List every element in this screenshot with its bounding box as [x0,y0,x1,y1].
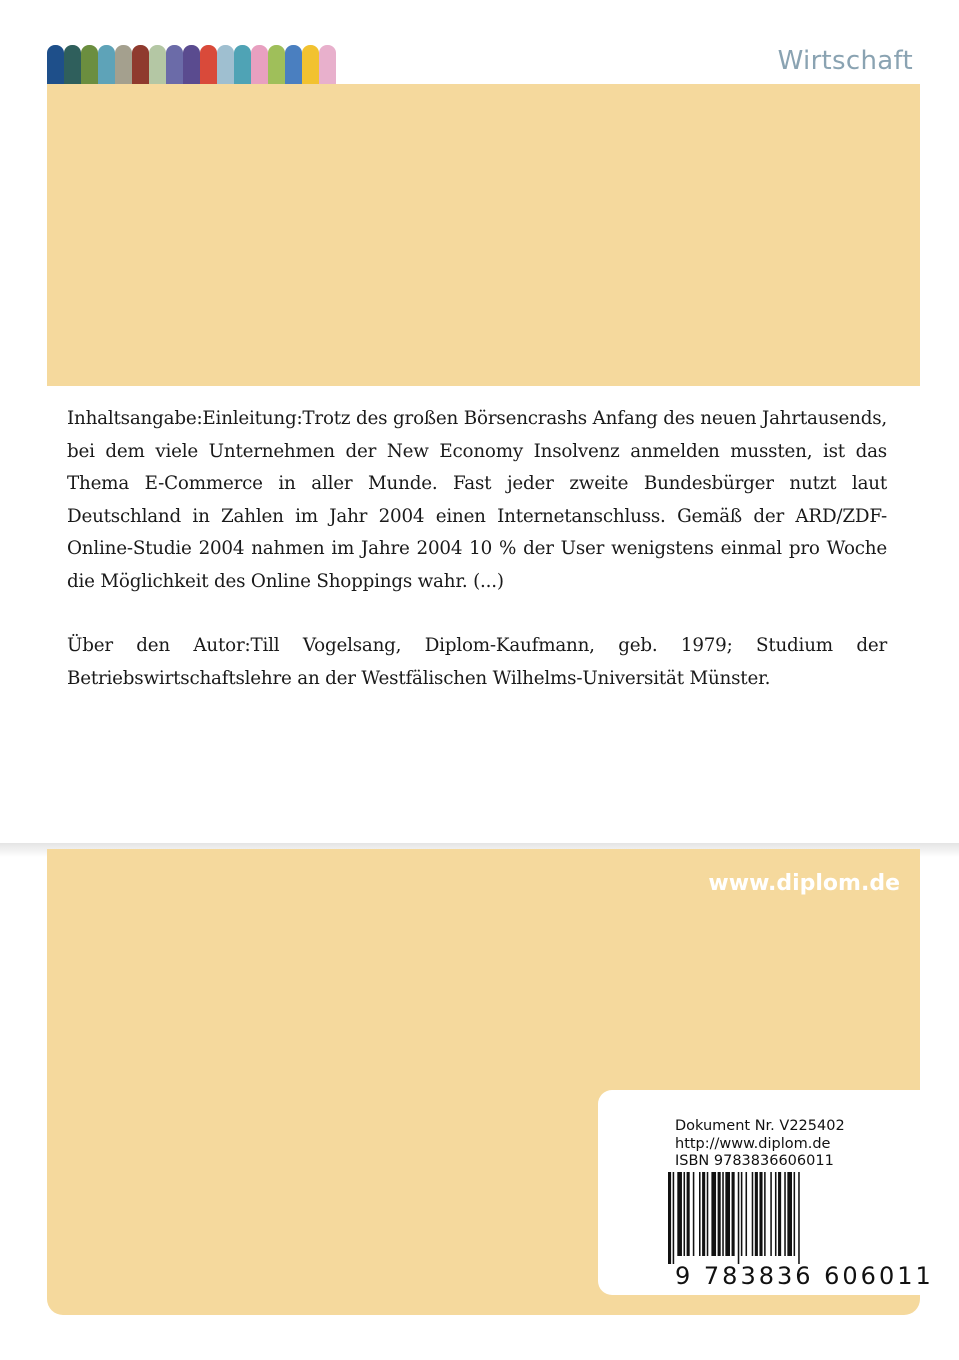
color-stripe [115,45,132,85]
barcode-digits: 9 783836 606011 [675,1262,934,1290]
color-stripe [319,45,336,85]
color-stripe [166,45,183,85]
color-stripe [302,45,319,85]
color-stripe [81,45,98,85]
color-stripe [47,45,64,85]
color-stripe [64,45,81,85]
color-stripe [285,45,302,85]
back-cover-text [67,403,887,695]
color-stripe [149,45,166,85]
barcode-icon [668,1172,900,1264]
document-isbn: ISBN 9783836606011 [675,1153,834,1169]
website-label: www.diplom.de [708,871,900,896]
document-number: Dokument Nr. V225402 [675,1118,845,1134]
barcode-box [598,1090,934,1295]
color-stripe [132,45,149,85]
author-paragraph: Über den Autor:Till Vogelsang, Diplom-Kaufmann, geb. 1979; Studium der Betriebswirtschaftslehre an der Westfälischen Wilhelms-Universität Münster. [67,635,887,689]
color-stripe [251,45,268,85]
color-stripe [217,45,234,85]
top-color-panel [47,84,920,386]
document-info [675,1118,845,1171]
color-stripe [234,45,251,85]
color-stripes [47,45,336,85]
document-url: http://www.diplom.de [675,1135,831,1152]
color-stripe [268,45,285,85]
color-stripe [183,45,200,85]
abstract-paragraph: Inhaltsangabe:Einleitung:Trotz des großen Börsencrashs Anfang des neuen Jahrtausends, bei dem viele Unternehmen der New Economy Insolvenz anmelden mussten, ist das Thema E-Commerce in aller Munde. Fast jeder zweite Bundesbürger nutzt laut Deutschland in Zahlen im Jahr 2004 einen Internetanschluss. Gemäß der ARD/ZDF-Online-Studie 2004 nahmen im Jahre 2004 10 % der User wenigstens einmal pro Woche die Möglichkeit des Online Shoppings wahr. (...) [67,408,887,592]
color-stripe [98,45,115,85]
color-stripe [200,45,217,85]
series-label: Wirtschaft [777,46,913,76]
